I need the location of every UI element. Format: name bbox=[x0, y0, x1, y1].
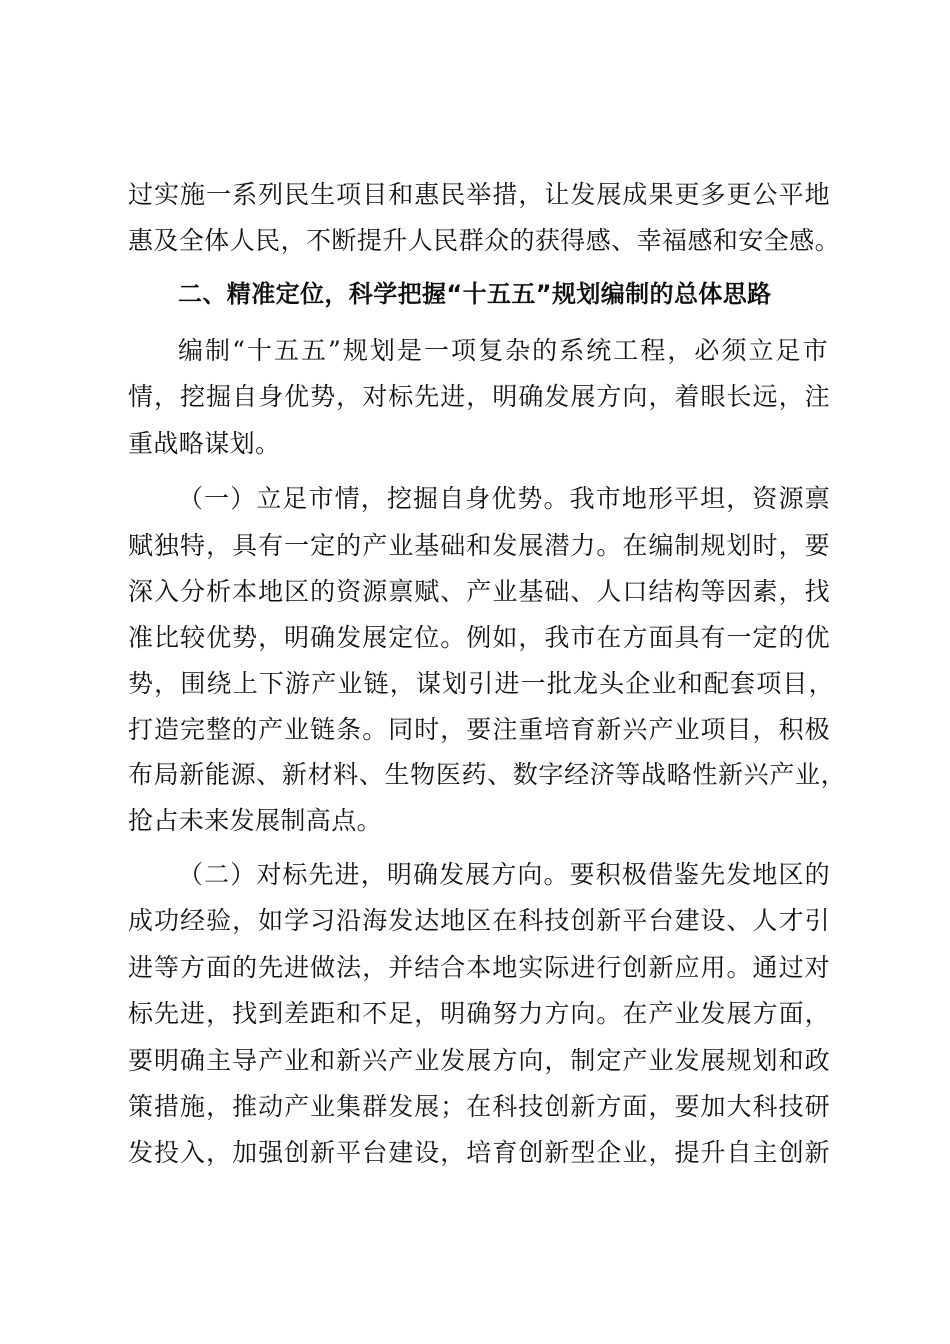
text-line: （二）对标先进，明确发展方向。要积极借鉴先发地区的 bbox=[178, 860, 830, 889]
text-line: （一）立足市情，挖掘自身优势。我市地形平坦，资源禀 bbox=[178, 484, 830, 513]
text-line: 赋独特，具有一定的产业基础和发展潜力。在编制规划时，要 bbox=[128, 531, 830, 560]
text-line: 成功经验，如学习沿海发达地区在科技创新平台建设、人才引 bbox=[128, 906, 830, 935]
text-line: 情，挖掘自身优势，对标先进，明确发展方向，着眼长远，注 bbox=[128, 382, 830, 411]
text-line: 惠及全体人民，不断提升人民群众的获得感、幸福感和安全感。 bbox=[128, 226, 840, 255]
text-line: 发投入，加强创新平台建设，培育创新型企业，提升自主创新 bbox=[128, 1138, 830, 1167]
text-line: 打造完整的产业链条。同时，要注重培育新兴产业项目，积极 bbox=[128, 715, 830, 744]
text-line: 编制“十五五”规划是一项复杂的系统工程，必须立足市 bbox=[178, 336, 828, 365]
text-line: 深入分析本地区的资源禀赋、产业基础、人口结构等因素，找 bbox=[128, 577, 830, 606]
text-line: 策措施，推动产业集群发展；在科技创新方面，要加大科技研 bbox=[128, 1092, 830, 1121]
text-line: 过实施一系列民生项目和惠民举措，让发展成果更多更公平地 bbox=[128, 180, 830, 209]
text-line: 布局新能源、新材料、生物医药、数字经济等战略性新兴产业， bbox=[128, 760, 846, 789]
text-line: 要明确主导产业和新兴产业发展方向，制定产业发展规划和政 bbox=[128, 1046, 830, 1075]
text-line: 重战略谋划。 bbox=[128, 429, 281, 458]
text-line: 进等方面的先进做法，并结合本地实际进行创新应用。通过对 bbox=[128, 953, 830, 982]
text-line: 准比较优势，明确发展定位。例如，我市在方面具有一定的优 bbox=[128, 623, 830, 652]
section-heading: 二、精准定位，科学把握“十五五”规划编制的总体思路 bbox=[178, 280, 772, 308]
text-line: 抢占未来发展制高点。 bbox=[128, 806, 383, 835]
text-line: 势，围绕上下游产业链，谋划引进一批龙头企业和配套项目， bbox=[128, 669, 834, 698]
text-line: 标先进，找到差距和不足，明确努力方向。在产业发展方面， bbox=[128, 999, 830, 1028]
